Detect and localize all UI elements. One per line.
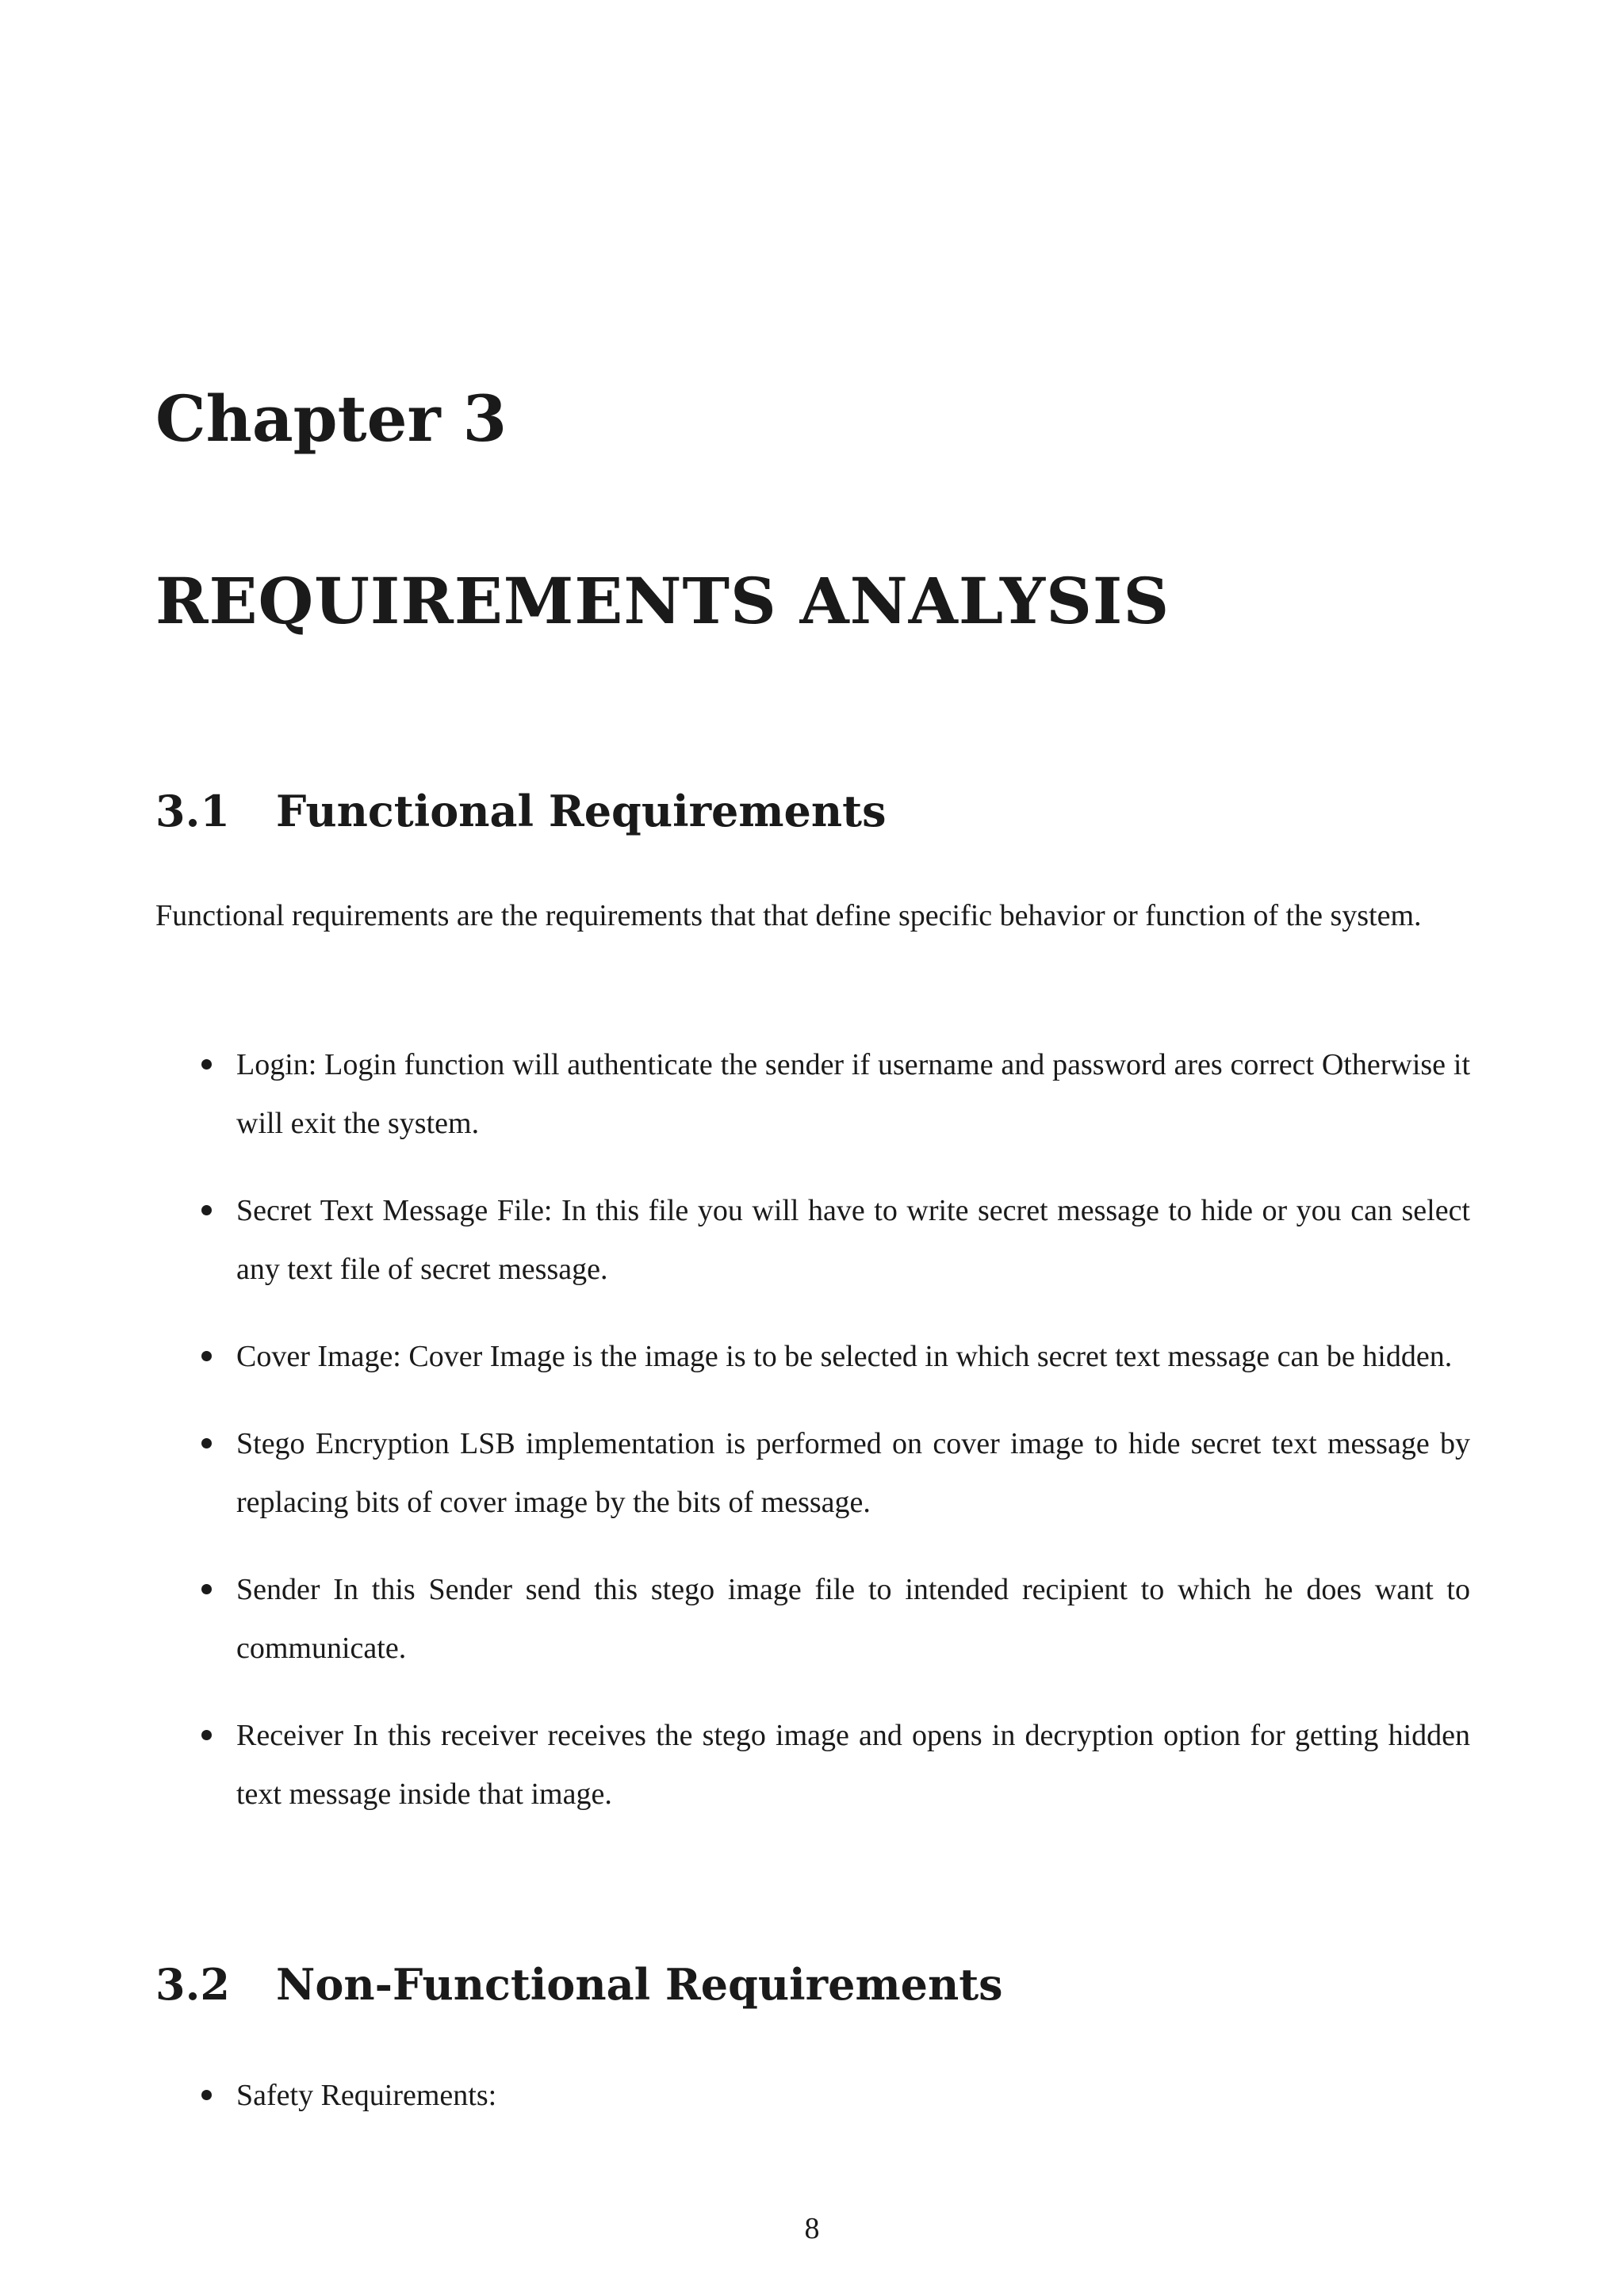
list-item <box>155 1706 1470 1823</box>
list-item-text: Sender In this Sender send this stego image file to intended recipient to which he does want to communicate. <box>236 1573 1470 1665</box>
list-item-text: Stego Encryption LSB implementation is performed on cover image to hide secret text message by replacing bits of cover image by the bits of message. <box>236 1427 1470 1519</box>
list-item <box>155 2066 1470 2125</box>
non-functional-requirements-list <box>155 2066 1470 2153</box>
functional-requirements-list <box>155 1035 1470 1852</box>
chapter-label: Chapter 3 <box>155 381 508 456</box>
list-item-text: Secret Text Message File: In this file you will have to write secret message to hide or you can select any text file of secret message. <box>236 1194 1470 1286</box>
list-item <box>155 1181 1470 1299</box>
bullet-icon <box>201 2090 212 2100</box>
section-title: Functional Requirements <box>276 786 887 836</box>
list-item-text: Safety Requirements: <box>236 2079 497 2112</box>
bullet-icon <box>201 1438 212 1448</box>
list-item <box>155 1560 1470 1678</box>
bullet-icon <box>201 1351 212 1361</box>
section-intro-paragraph: Functional requirements are the requirements that that define specific behavior or function of the system. <box>155 899 1422 932</box>
bullet-icon <box>201 1730 212 1740</box>
section-heading-functional <box>155 786 887 836</box>
bullet-icon <box>201 1205 212 1215</box>
section-heading-non-functional <box>155 1959 1003 2010</box>
list-item <box>155 1035 1470 1153</box>
bullet-icon <box>201 1059 212 1070</box>
list-item <box>155 1327 1470 1386</box>
list-item-text: Receiver In this receiver receives the stego image and opens in decryption option for getting hidden text message inside that image. <box>236 1719 1470 1811</box>
list-item-text: Login: Login function will authenticate the sender if username and password ares correct Otherwise it will exit the system. <box>236 1048 1470 1140</box>
bullet-icon <box>201 1584 212 1594</box>
chapter-title: REQUIREMENTS ANALYSIS <box>155 564 1170 638</box>
section-number: 3.2 <box>155 1959 230 2010</box>
list-item <box>155 1414 1470 1532</box>
section-number: 3.1 <box>155 786 230 836</box>
list-item-text: Cover Image: Cover Image is the image is to be selected in which secret text message can be hidden. <box>236 1340 1453 1373</box>
section-title: Non-Functional Requirements <box>276 1959 1003 2010</box>
page-number: 8 <box>804 2212 820 2245</box>
